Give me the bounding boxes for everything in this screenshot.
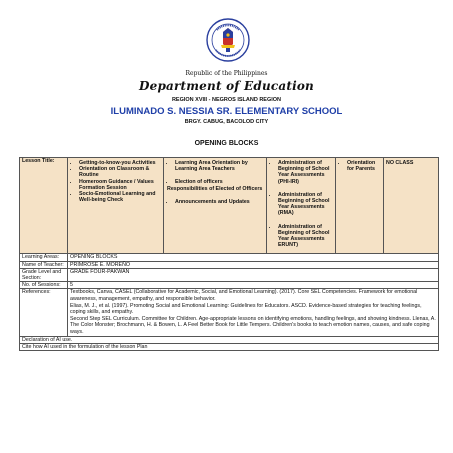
- lesson-item-sub: Responsibilities of Elected of Officers: [167, 185, 263, 192]
- table-row: [20, 254, 439, 261]
- school-name: ILUMINADO S. NESSIA SR. ELEMENTARY SCHOOL: [110, 106, 343, 117]
- lesson-item: [167, 179, 264, 192]
- lesson-item: • Orientation for Parents: [347, 160, 381, 172]
- table-row: [20, 344, 439, 351]
- lesson-item: • Administration of Beginning of School Year Assessments ERUNT): [278, 224, 333, 249]
- lesson-item: • Orientation on Classroom & Routine: [79, 166, 161, 178]
- lesson-item: • Announcements and Updates: [175, 199, 264, 205]
- row-label: Learning Areas:: [20, 254, 68, 261]
- lesson-plan-table: [19, 157, 439, 351]
- reference-item: Textbooks, Canva, CASEL (Collaborative for Academic, Social, and Emotional Learning). (2017). Core SEL Competencies. Framework for emotional awareness, management, empathy, and responsible behavior.: [70, 289, 418, 302]
- ai-declaration: Declaration of AI use.: [20, 336, 439, 343]
- lesson-item: • Getting-to-know-you Activities: [79, 160, 161, 166]
- lesson-col-3: [267, 158, 336, 254]
- region-text: REGION XVIII - NEGROS ISLAND REGION: [171, 97, 282, 103]
- row-label: References:: [20, 289, 68, 336]
- row-value: 5: [68, 282, 439, 289]
- table-row: [20, 289, 439, 336]
- no-class-text: NO CLASS: [386, 160, 414, 166]
- table-row: [20, 336, 439, 343]
- row-value: GRADE FOUR-PAKWAN: [68, 268, 439, 281]
- references-cell: [68, 289, 439, 336]
- republic-text: Republic of the Philippines: [185, 70, 268, 77]
- row-value: OPENING BLOCKS: [68, 254, 439, 261]
- table-row: [20, 268, 439, 281]
- reference-item: Elias, M. J., et al. (1997). Promoting Social and Emotional Learning: Guidelines for Educators. ASCD. Evidence-based strategies for teaching feelings, coping skills, and empathy.: [70, 302, 422, 316]
- lesson-col-1: [68, 158, 164, 254]
- reference-item: Second Step SEL Curriculum. Committee for Children. Age-appropriate lessons on identifying emotions, handling feelings, and showing kindness. Llenas, A. The Color Monster; Brochmann, H. & Bowen, L. A Feel Better Book for Little Tempers. Children's books to teach emotion names, causes, and safe coping ways.: [70, 316, 436, 335]
- lesson-col-4: [336, 158, 384, 254]
- row-label: Grade Level and Section:: [20, 268, 68, 281]
- row-label: Name of Teacher:: [20, 261, 68, 268]
- lesson-item: • Homeroom Guidance / Values Formation Session: [79, 179, 161, 191]
- lesson-col-2: [164, 158, 267, 254]
- ai-cite: Cite how AI used in the formulation of the lesson Plan: [20, 344, 439, 351]
- lesson-item: • Administration of Beginning of School Year Assessments (PHI-IRI): [278, 160, 333, 185]
- lesson-title-label: Lesson Title:: [20, 158, 68, 254]
- lesson-title-row: [20, 158, 439, 254]
- lesson-item: • Administration of Beginning of School Year Assessments (RMA): [278, 192, 333, 217]
- school-address: BRGY. CABUG, BACOLOD CITY: [184, 119, 269, 125]
- lesson-item: • Learning Area Orientation by Learning Area Teachers: [175, 160, 264, 172]
- document-title: OPENING BLOCKS: [194, 140, 259, 147]
- row-label: No. of Sessions:: [20, 282, 68, 289]
- table-row: [20, 261, 439, 268]
- lesson-item: • Socio-Emotional Learning and Well-being Check: [79, 191, 161, 203]
- department-title: Department of Education: [139, 79, 314, 93]
- table-row: [20, 282, 439, 289]
- row-value: PRIMROSE E. MOREÑO: [68, 261, 439, 268]
- deped-seal-logo: [206, 18, 250, 62]
- lesson-item-text: Election of officers: [175, 179, 223, 186]
- lesson-col-5: [384, 158, 439, 254]
